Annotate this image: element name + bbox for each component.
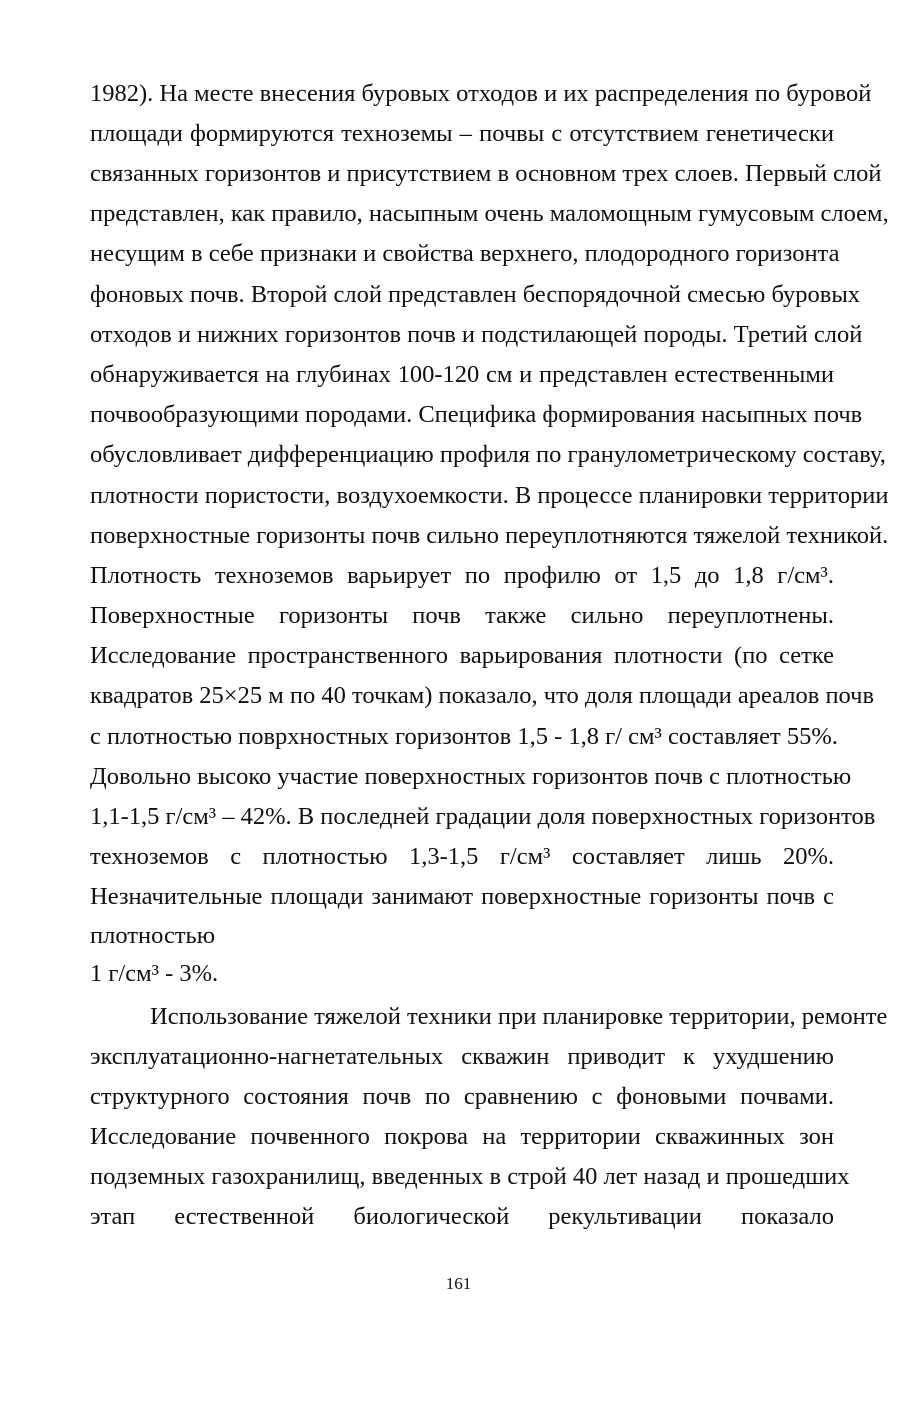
text-line: площади формируются техноземы – почвы с отсутствием генетически [90,120,834,147]
text-line: 1 г/см³ - 3%. [90,960,219,987]
text-line: Исследование почвенного покрова на территории скважинных зон [90,1123,834,1150]
text-line: поверхностные горизонты почв сильно переуплотняются тяжелой техникой. [90,522,889,549]
text-line: обнаруживается на глубинах 100-120 см и представлен естественными [90,361,834,388]
text-line: подземных газохранилищ, введенных в строй 40 лет назад и прошедших [90,1163,850,1190]
text-line: этап естественной биологической рекультивации показало [90,1203,834,1230]
text-line: эксплуатационно-нагнетательных скважин приводит к ухудшению [90,1043,834,1070]
text-line: несущим в себе признаки и свойства верхнего, плодородного горизонта [90,240,840,267]
text-line: квадратов 25×25 м по 40 точкам) показало, что доля площади ареалов почв [90,682,875,709]
text-line: отходов и нижних горизонтов почв и подстилающей породы. Третий слой [90,321,863,348]
text-line: фоновых почв. Второй слой представлен беспорядочной смесью буровых [90,281,861,308]
text-line: Плотность техноземов варьирует по профилю от 1,5 до 1,8 г/см³. [90,562,834,589]
text-line: плотности пористости, воздухоемкости. В процессе планировки территории [90,482,889,509]
text-line: представлен, как правило, насыпным очень маломощным гумусовым слоем, [90,200,889,227]
text-line: Довольно высоко участие поверхностных горизонтов почв с плотностью [90,763,852,790]
text-line: Исследование пространственного варьирования плотности (по сетке [90,642,834,669]
text-line: плотностью [90,922,216,949]
text-line: обусловливает дифференциацию профиля по гранулометрическому составу, [90,441,886,468]
text-line: 1982). На месте внесения буровых отходов и их распределения по буровой [90,80,872,107]
text-line: Использование тяжелой техники при планировке территории, ремонте [150,1003,888,1030]
text-line: Незначительные площади занимают поверхностные горизонты почв с [90,883,834,910]
text-line: с плотностью повpхностных горизонтов 1,5 - 1,8 г/ см³ составляет 55%. [90,723,838,750]
text-line: техноземов с плотностью 1,3-1,5 г/см³ составляет лишь 20%. [90,843,834,870]
text-line: 1,1-1,5 г/см³ – 42%. В последней градации доля поверхностных горизонтов [90,803,876,830]
text-line: почвообразующими породами. Специфика формирования насыпных почв [90,401,863,428]
text-line: Поверхностные горизонты почв также сильно переуплотнены. [90,602,834,629]
text-line: структурного состояния почв по сравнению с фоновыми почвами. [90,1083,834,1110]
text-line: связанных горизонтов и присутствием в основном трех слоев. Первый слой [90,160,882,187]
page-number: 161 [445,1274,472,1293]
